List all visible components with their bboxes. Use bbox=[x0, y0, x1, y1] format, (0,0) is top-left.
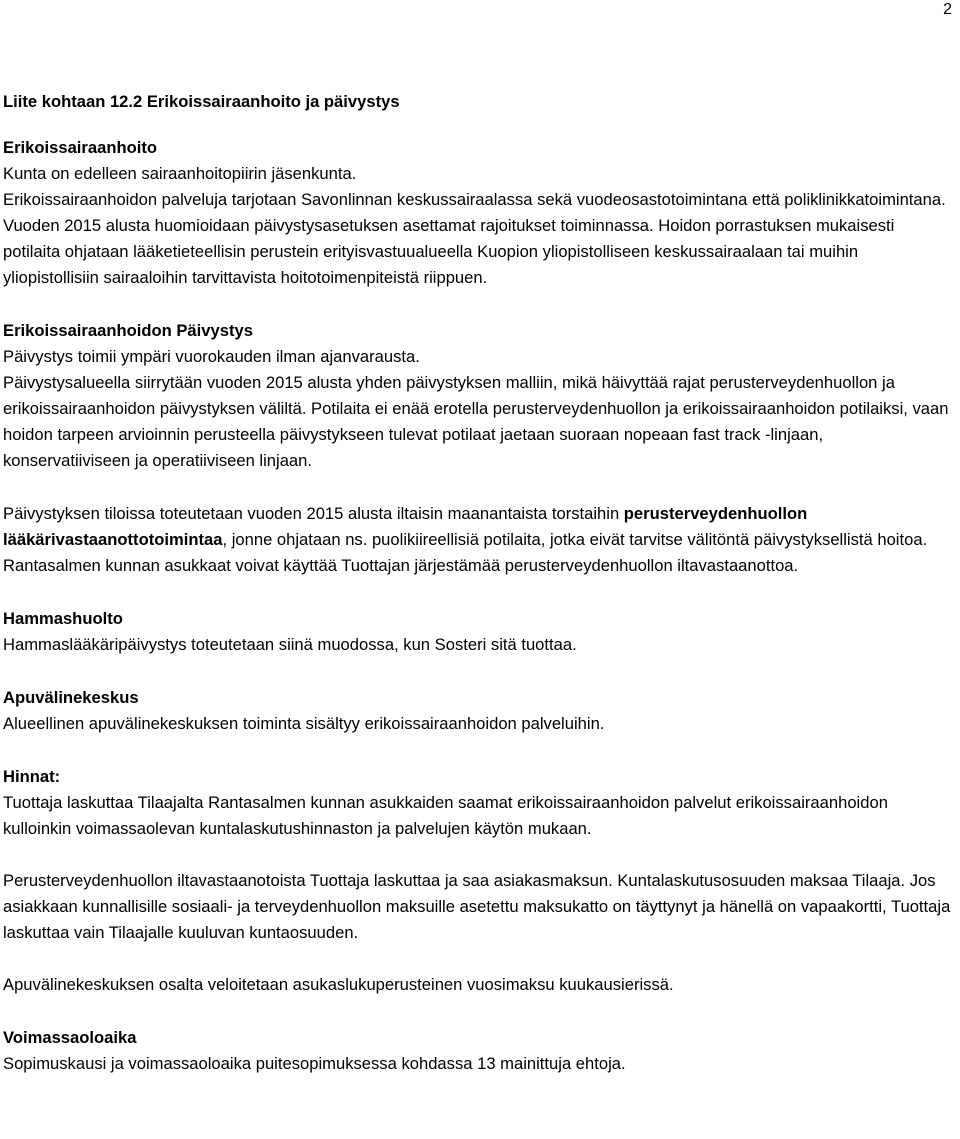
paragraph: Hammaslääkäripäivystys toteutetaan siinä muodossa, kun Sosteri sitä tuottaa. bbox=[3, 635, 577, 654]
page-number: 2 bbox=[943, 1, 952, 18]
paragraph: Kunta on edelleen sairaanhoitopiirin jäsenkunta. bbox=[3, 164, 357, 183]
section-erikoissairaanhoito bbox=[3, 135, 953, 291]
spacer bbox=[3, 579, 953, 606]
paragraph: Perusterveydenhuollon iltavastaanotoista Tuottaja laskuttaa ja saa asiakasmaksun. Kuntalaskutusosuuden maksaa Tilaaja. Jos asiakkaan kunnallisille sosiaali- ja terveydenhuollon maksuille asetettu maksukatto on täyttynyt ja hänellä on vapaakortti, Tuottaja laskuttaa vain Tilaajalle kuuluvan kuntaosuuden. bbox=[3, 871, 951, 942]
spacer bbox=[3, 658, 953, 685]
spacer bbox=[3, 474, 953, 501]
section-voimassaoloaika bbox=[3, 1025, 953, 1077]
section-heading: Hammashuolto bbox=[3, 609, 123, 628]
section-apuvalinekeskus bbox=[3, 685, 953, 737]
document-title: Liite kohtaan 12.2 Erikoissairaanhoito ja päivystys bbox=[3, 92, 400, 111]
paragraph: Tuottaja laskuttaa Tilaajalta Rantasalmen kunnan asukkaiden saamat erikoissairaanhoidon palvelut erikoissairaanhoidon kulloinkin voimassaolevan kuntalaskutushinnaston ja palvelujen käytön mukaan. bbox=[3, 793, 888, 838]
text-run: , jonne ohjataan ns. puolikiireellisiä potilaita, jotka eivät tarvitse välitöntä päivystyksellistä hoitoa. Rantasalmen kunnan asukkaat voivat käyttää Tuottajan järjestämää perusterveydenhuollon iltavastaanottoa. bbox=[3, 530, 928, 575]
spacer bbox=[3, 998, 953, 1025]
section-paivystys bbox=[3, 318, 953, 579]
spacer bbox=[3, 291, 953, 318]
section-heading: Erikoissairaanhoidon Päivystys bbox=[3, 321, 253, 340]
spacer bbox=[3, 737, 953, 764]
section-hinnat bbox=[3, 764, 953, 998]
paragraph bbox=[3, 501, 953, 579]
document-body bbox=[3, 89, 953, 1077]
paragraph: Alueellinen apuvälinekeskuksen toiminta sisältyy erikoissairaanhoidon palveluihin. bbox=[3, 714, 605, 733]
paragraph: Erikoissairaanhoidon palveluja tarjotaan Savonlinnan keskussairaalassa sekä vuodeosastotoimintana että poliklinikkatoimintana. Vuoden 2015 alusta huomioidaan päivystysasetuksen asettamat rajoitukset toiminnassa. Hoidon porrastuksen mukaisesti potilaita ohjataan lääketieteellisin perustein erityisvastuualueella Kuopion yliopistolliseen keskussairaalaan tai muihin yliopistollisiin sairaaloihin tarvittavista hoitotoimenpiteistä riippuen. bbox=[3, 190, 946, 287]
spacer bbox=[3, 842, 953, 868]
section-heading: Hinnat: bbox=[3, 767, 61, 786]
text-run: Päivystyksen tiloissa toteutetaan vuoden 2015 alusta iltaisin maanantaista torstaihin bbox=[3, 504, 624, 523]
bold-text-run: perusterveydenhuollon lääkärivastaanottotoimintaa bbox=[3, 504, 808, 549]
section-hammashuolto bbox=[3, 606, 953, 658]
section-heading: Apuvälinekeskus bbox=[3, 688, 139, 707]
paragraph: Päivystys toimii ympäri vuorokauden ilman ajanvarausta. bbox=[3, 347, 420, 366]
spacer bbox=[3, 946, 953, 972]
paragraph: Apuvälinekeskuksen osalta veloitetaan asukaslukuperusteinen vuosimaksu kuukausierissä. bbox=[3, 975, 674, 994]
paragraph: Sopimuskausi ja voimassaoloaika puitesopimuksessa kohdassa 13 mainittuja ehtoja. bbox=[3, 1054, 626, 1073]
section-heading: Erikoissairaanhoito bbox=[3, 138, 158, 157]
paragraph: Päivystysalueella siirrytään vuoden 2015 alusta yhden päivystyksen malliin, mikä häivyttää rajat perusterveydenhuollon ja erikoissairaanhoidon päivystyksen väliltä. Potilaita ei enää erotella perusterveydenhuollon ja erikoissairaanhoidon potilaiksi, vaan hoidon tarpeen arvioinnin perusteella päivystykseen tulevat potilaat jaetaan suoraan nopeaan fast track -linjaan, konservatiiviseen ja operatiiviseen linjaan. bbox=[3, 373, 949, 470]
section-heading: Voimassaoloaika bbox=[3, 1028, 137, 1047]
